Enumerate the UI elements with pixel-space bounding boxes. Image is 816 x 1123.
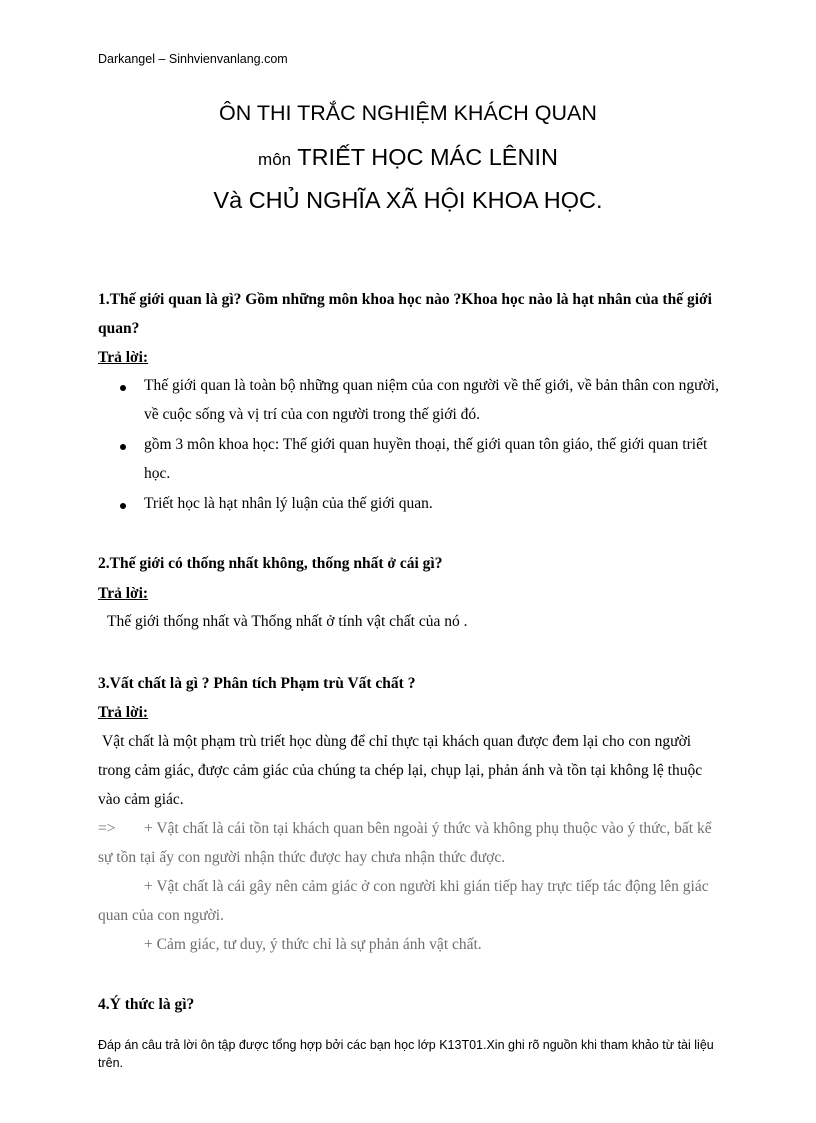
title-subject: TRIẾT HỌC MÁC LÊNIN xyxy=(297,144,558,170)
q1-bullet-1-line-1: Thế giới quan là toàn bộ những quan niệm của con người về thế giới, về bản thân con người, xyxy=(144,377,719,394)
q3-analysis-line-3: + Vật chất là cái gây nên cảm giác ở con người khi gián tiếp hay trực tiếp tác động lên giác xyxy=(144,878,709,895)
answer-label-3: Trả lời: xyxy=(98,704,149,721)
question-1-line-1: 1.Thế giới quan là gì? Gồm những môn khoa học nào ?Khoa học nào là hạt nhân của thế giới xyxy=(98,291,712,308)
question-4: 4.Ý thức là gì? xyxy=(98,996,195,1013)
question-3: 3.Vất chất là gì ? Phân tích Phạm trù Vất chất ? xyxy=(98,675,416,692)
q1-bullet-2-line-1: gồm 3 môn khoa học: Thế giới quan huyền thoại, thế giới quan tôn giáo, thế giới quan triết xyxy=(144,436,708,453)
bullet-icon xyxy=(120,503,126,509)
q1-bullet-3-line-1: Triết học là hạt nhân lý luận của thế giới quan. xyxy=(144,495,433,512)
q3-arrow: => xyxy=(98,820,116,837)
q3-answer-line-1: Vật chất là một phạm trù triết học dùng để chỉ thực tại khách quan được đem lại cho con người xyxy=(102,733,692,750)
document-title-line-2 xyxy=(0,144,816,171)
answer-label-1: Trả lời: xyxy=(98,349,149,366)
bullet-icon xyxy=(120,385,126,391)
q3-answer-line-3: vào cảm giác. xyxy=(98,791,184,808)
answer-label-2: Trả lời: xyxy=(98,585,149,602)
page-header: Darkangel – Sinhvienvanlang.com xyxy=(98,52,288,66)
page-footer: Đáp án câu trả lời ôn tập được tổng hợp bởi các bạn học lớp K13T01.Xin ghi rõ nguồn khi tham khảo từ tài liệu trên. xyxy=(98,1038,714,1070)
q2-answer: Thế giới thống nhất và Thống nhất ở tính vật chất của nó . xyxy=(107,613,468,630)
document-title-line-1: ÔN THI TRẮC NGHIỆM KHÁCH QUAN xyxy=(219,101,597,125)
document-title-line-3: Và CHỦ NGHĨA XÃ HỘI KHOA HỌC. xyxy=(213,187,603,213)
q1-bullet-1-line-2: về cuộc sống và vị trí của con người trong thế giới đó. xyxy=(144,406,481,423)
q1-bullet-2-line-2: học. xyxy=(144,465,171,482)
q3-analysis-line-5: + Cảm giác, tư duy, ý thức chỉ là sự phản ánh vật chất. xyxy=(144,936,482,953)
q3-analysis-line-2: sự tồn tại ấy con người nhận thức được hay chưa nhận thức được. xyxy=(98,849,506,866)
q3-analysis-line-1: + Vật chất là cái tồn tại khách quan bên ngoài ý thức và không phụ thuộc vào ý thức, bất kể xyxy=(144,820,712,837)
question-1-line-2: quan? xyxy=(98,320,140,337)
title-prefix: môn xyxy=(258,150,292,169)
bullet-icon xyxy=(120,444,126,450)
question-2: 2.Thế giới có thống nhất không, thống nhất ở cái gì? xyxy=(98,555,443,572)
q3-analysis-line-4: quan của con người. xyxy=(98,907,224,924)
q3-answer-line-2: trong cảm giác, được cảm giác của chúng ta chép lại, chụp lại, phản ánh và tồn tại không lệ thuộc xyxy=(98,762,703,779)
